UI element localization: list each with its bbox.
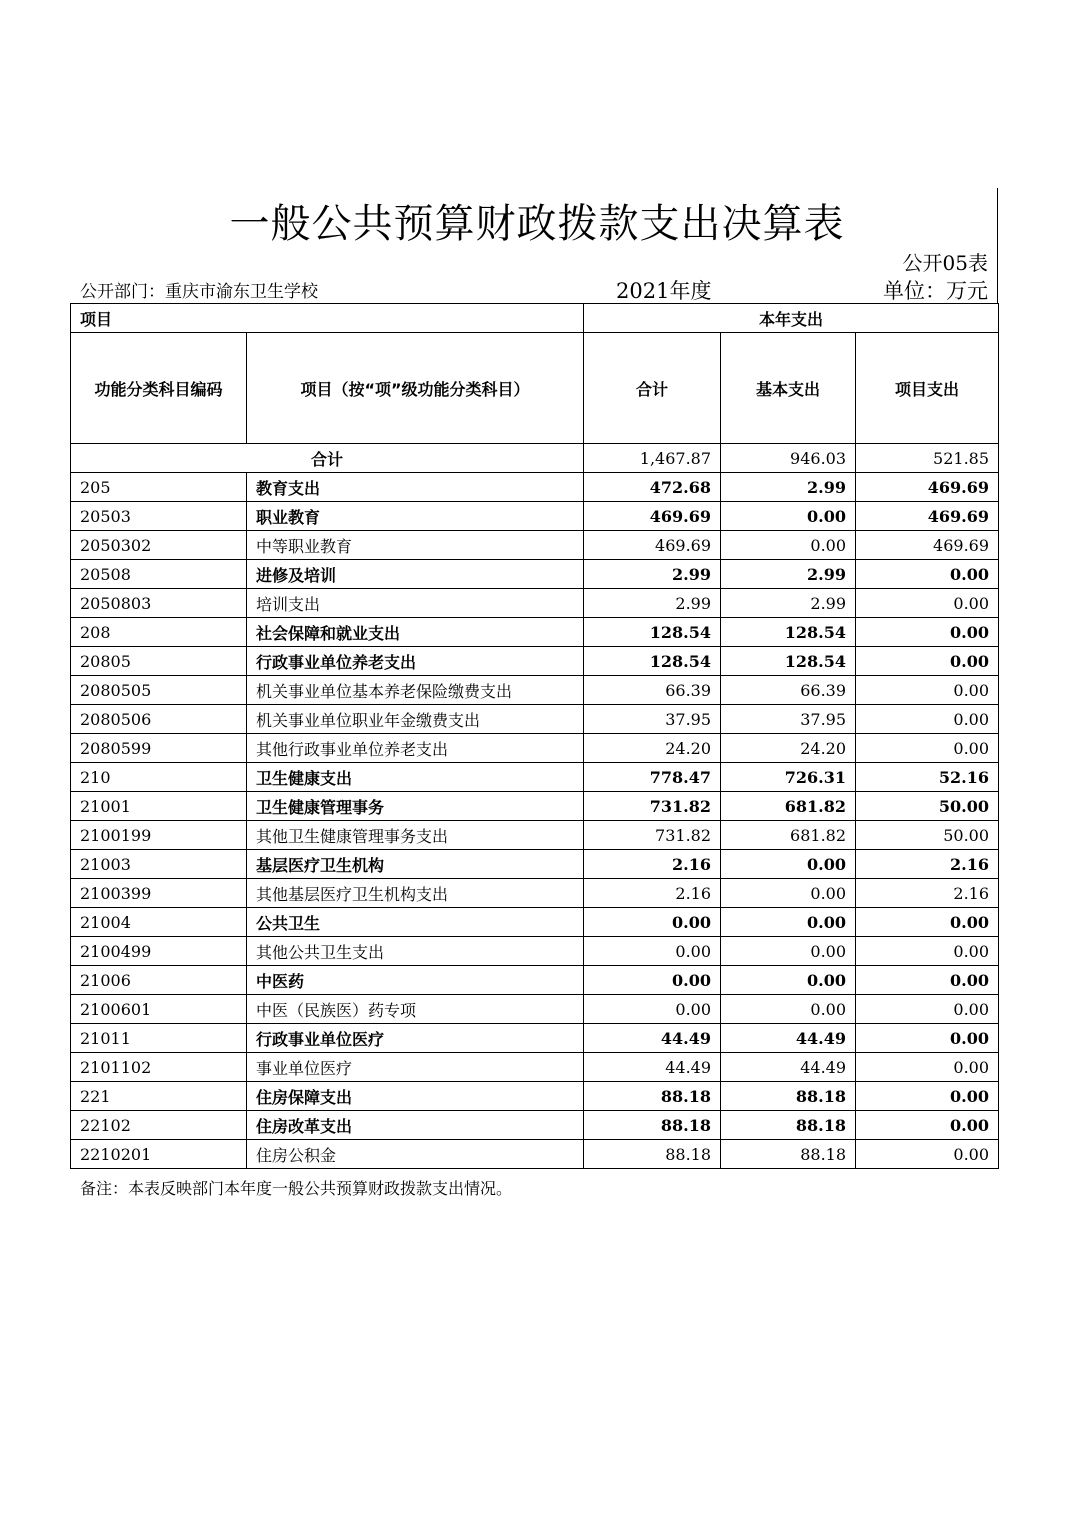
table-row	[71, 589, 999, 618]
row-code: 221	[71, 1082, 247, 1111]
table-row	[71, 647, 999, 676]
row-name: 职业教育	[247, 502, 584, 531]
row-project: 469.69	[856, 531, 999, 560]
header-row-2	[71, 333, 999, 444]
fiscal-year: 2021年度	[616, 279, 712, 303]
expenditure-table	[70, 303, 999, 1169]
table-row	[71, 676, 999, 705]
table-row	[71, 1111, 999, 1140]
row-total: 0.00	[584, 966, 721, 995]
row-name: 行政事业单位医疗	[247, 1024, 584, 1053]
row-name: 进修及培训	[247, 560, 584, 589]
form-number: 公开05表	[902, 251, 988, 275]
row-code: 2080506	[71, 705, 247, 734]
row-basic: 0.00	[721, 937, 856, 966]
row-name: 教育支出	[247, 473, 584, 502]
row-code: 2210201	[71, 1140, 247, 1169]
row-code: 20805	[71, 647, 247, 676]
row-basic: 0.00	[721, 502, 856, 531]
total-row	[71, 444, 999, 473]
row-total: 731.82	[584, 792, 721, 821]
row-project: 0.00	[856, 589, 999, 618]
row-total: 0.00	[584, 995, 721, 1024]
table-row	[71, 560, 999, 589]
row-name: 其他卫生健康管理事务支出	[247, 821, 584, 850]
row-name: 住房保障支出	[247, 1082, 584, 1111]
row-name: 培训支出	[247, 589, 584, 618]
row-code: 21003	[71, 850, 247, 879]
row-code: 2100601	[71, 995, 247, 1024]
row-project: 52.16	[856, 763, 999, 792]
row-name: 行政事业单位养老支出	[247, 647, 584, 676]
row-basic: 726.31	[721, 763, 856, 792]
row-code: 21011	[71, 1024, 247, 1053]
row-code: 21001	[71, 792, 247, 821]
table-row	[71, 763, 999, 792]
header-code: 功能分类科目编码	[71, 333, 247, 444]
row-code: 20503	[71, 502, 247, 531]
row-basic: 88.18	[721, 1111, 856, 1140]
row-project: 0.00	[856, 676, 999, 705]
table-row	[71, 966, 999, 995]
table-row	[71, 1140, 999, 1169]
row-project: 0.00	[856, 1111, 999, 1140]
row-basic: 128.54	[721, 618, 856, 647]
row-code: 2100199	[71, 821, 247, 850]
row-basic: 0.00	[721, 879, 856, 908]
row-project: 0.00	[856, 618, 999, 647]
row-basic: 66.39	[721, 676, 856, 705]
row-code: 2080505	[71, 676, 247, 705]
row-basic: 128.54	[721, 647, 856, 676]
table-row	[71, 995, 999, 1024]
page-title: 一般公共预算财政拨款支出决算表	[229, 201, 845, 247]
row-code: 210	[71, 763, 247, 792]
row-code: 20508	[71, 560, 247, 589]
row-name: 中医（民族医）药专项	[247, 995, 584, 1024]
row-code: 21006	[71, 966, 247, 995]
row-project: 469.69	[856, 473, 999, 502]
table-row	[71, 734, 999, 763]
row-total: 2.99	[584, 589, 721, 618]
row-project: 2.16	[856, 850, 999, 879]
row-total: 128.54	[584, 618, 721, 647]
row-basic: 681.82	[721, 792, 856, 821]
row-total: 472.68	[584, 473, 721, 502]
table-row	[71, 850, 999, 879]
row-code: 205	[71, 473, 247, 502]
row-project: 0.00	[856, 1053, 999, 1082]
row-code: 22102	[71, 1111, 247, 1140]
table-row	[71, 473, 999, 502]
department-label: 公开部门：重庆市渝东卫生学校	[80, 282, 318, 302]
row-name: 住房改革支出	[247, 1111, 584, 1140]
row-name: 中医药	[247, 966, 584, 995]
total-label: 合计	[71, 444, 584, 473]
row-total: 731.82	[584, 821, 721, 850]
total-amount: 1,467.87	[584, 444, 721, 473]
table-row	[71, 879, 999, 908]
table-row	[71, 618, 999, 647]
row-code: 2050803	[71, 589, 247, 618]
row-basic: 2.99	[721, 473, 856, 502]
table-row	[71, 502, 999, 531]
row-code: 2100499	[71, 937, 247, 966]
row-name: 基层医疗卫生机构	[247, 850, 584, 879]
row-basic: 681.82	[721, 821, 856, 850]
row-project: 0.00	[856, 1082, 999, 1111]
row-name: 机关事业单位职业年金缴费支出	[247, 705, 584, 734]
row-basic: 2.99	[721, 560, 856, 589]
row-project: 0.00	[856, 908, 999, 937]
header-total: 合计	[584, 333, 721, 444]
row-project: 0.00	[856, 560, 999, 589]
row-total: 128.54	[584, 647, 721, 676]
row-total: 0.00	[584, 908, 721, 937]
row-name: 卫生健康管理事务	[247, 792, 584, 821]
table-row	[71, 908, 999, 937]
row-total: 469.69	[584, 502, 721, 531]
row-project: 0.00	[856, 1024, 999, 1053]
row-name: 其他基层医疗卫生机构支出	[247, 879, 584, 908]
row-total: 44.49	[584, 1024, 721, 1053]
total-project: 521.85	[856, 444, 999, 473]
row-basic: 2.99	[721, 589, 856, 618]
row-total: 24.20	[584, 734, 721, 763]
unit-label: 单位：万元	[883, 279, 988, 303]
row-project: 0.00	[856, 647, 999, 676]
row-project: 0.00	[856, 966, 999, 995]
footnote: 备注：本表反映部门本年度一般公共预算财政拨款支出情况。	[80, 1179, 513, 1198]
row-project: 0.00	[856, 937, 999, 966]
row-total: 88.18	[584, 1140, 721, 1169]
row-project: 0.00	[856, 995, 999, 1024]
row-code: 2100399	[71, 879, 247, 908]
row-project: 2.16	[856, 879, 999, 908]
row-basic: 88.18	[721, 1140, 856, 1169]
row-project: 0.00	[856, 705, 999, 734]
row-total: 0.00	[584, 937, 721, 966]
row-code: 208	[71, 618, 247, 647]
row-project: 50.00	[856, 792, 999, 821]
row-project: 469.69	[856, 502, 999, 531]
row-name: 中等职业教育	[247, 531, 584, 560]
row-project: 0.00	[856, 734, 999, 763]
row-project: 0.00	[856, 1140, 999, 1169]
table-row	[71, 1053, 999, 1082]
total-basic: 946.03	[721, 444, 856, 473]
row-name: 机关事业单位基本养老保险缴费支出	[247, 676, 584, 705]
row-basic: 44.49	[721, 1053, 856, 1082]
row-basic: 24.20	[721, 734, 856, 763]
table-row	[71, 705, 999, 734]
header-project-exp: 项目支出	[856, 333, 999, 444]
row-code: 21004	[71, 908, 247, 937]
row-code: 2050302	[71, 531, 247, 560]
row-name: 其他公共卫生支出	[247, 937, 584, 966]
row-name: 卫生健康支出	[247, 763, 584, 792]
header-project: 项目	[71, 304, 584, 333]
row-total: 2.16	[584, 879, 721, 908]
row-total: 37.95	[584, 705, 721, 734]
row-basic: 0.00	[721, 966, 856, 995]
table-row	[71, 792, 999, 821]
row-name: 其他行政事业单位养老支出	[247, 734, 584, 763]
row-basic: 37.95	[721, 705, 856, 734]
row-name: 社会保障和就业支出	[247, 618, 584, 647]
row-name: 住房公积金	[247, 1140, 584, 1169]
row-basic: 88.18	[721, 1082, 856, 1111]
row-total: 88.18	[584, 1111, 721, 1140]
row-total: 2.99	[584, 560, 721, 589]
row-total: 88.18	[584, 1082, 721, 1111]
row-basic: 0.00	[721, 908, 856, 937]
row-total: 2.16	[584, 850, 721, 879]
row-basic: 0.00	[721, 531, 856, 560]
header-basic: 基本支出	[721, 333, 856, 444]
row-basic: 44.49	[721, 1024, 856, 1053]
table-row	[71, 1082, 999, 1111]
row-basic: 0.00	[721, 995, 856, 1024]
header-current-year: 本年支出	[584, 304, 999, 333]
row-name: 公共卫生	[247, 908, 584, 937]
table-row	[71, 1024, 999, 1053]
row-name: 事业单位医疗	[247, 1053, 584, 1082]
row-project: 50.00	[856, 821, 999, 850]
row-basic: 0.00	[721, 850, 856, 879]
row-code: 2080599	[71, 734, 247, 763]
row-total: 66.39	[584, 676, 721, 705]
header-name: 项目（按“项”级功能分类科目）	[247, 333, 584, 444]
row-code: 2101102	[71, 1053, 247, 1082]
table-row	[71, 531, 999, 560]
row-total: 778.47	[584, 763, 721, 792]
table-row	[71, 937, 999, 966]
row-total: 469.69	[584, 531, 721, 560]
header-row-1	[71, 304, 999, 333]
row-total: 44.49	[584, 1053, 721, 1082]
table-row	[71, 821, 999, 850]
